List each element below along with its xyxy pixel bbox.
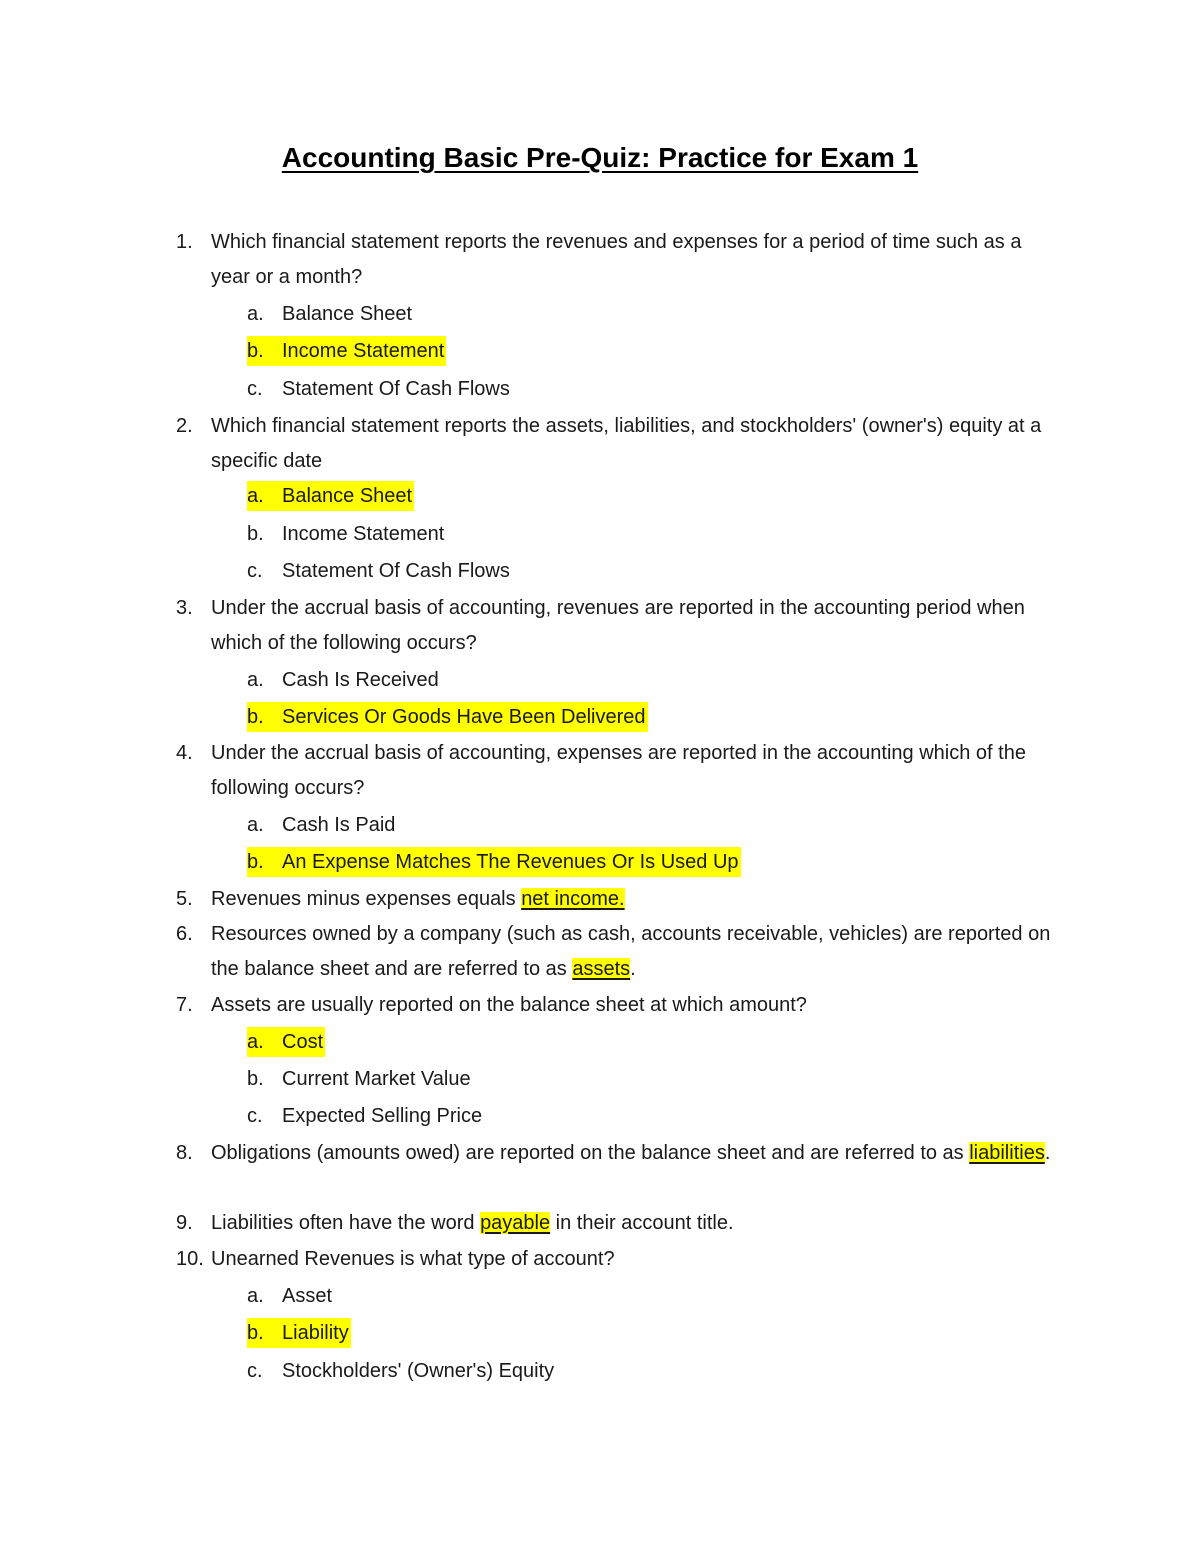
option-text: Expected Selling Price [282, 1105, 483, 1127]
question-number: 10. [176, 1248, 204, 1270]
question-number: 1. [176, 231, 193, 253]
question-text-before: Obligations (amounts owed) are reported on the balance sheet and are referred to as [211, 1142, 970, 1164]
question-text-after: . [1044, 1142, 1051, 1164]
question-number: 9. [176, 1212, 193, 1234]
option-text: Current Market Value [282, 1068, 471, 1090]
question-text-after: . [630, 958, 636, 980]
question-text: Which financial statement reports the assets, liabilities, and stockholders' (owner's) equity at a specific date [211, 415, 1042, 472]
question-text [211, 1136, 1056, 1171]
option-letter: b. [247, 523, 264, 545]
question-text-after: in their account title. [550, 1212, 734, 1234]
answer-highlight: assets [572, 958, 631, 980]
option-letter: b. [247, 340, 264, 362]
option-text: An Expense Matches The Revenues Or Is Used Up [282, 851, 739, 873]
option-letter: b. [247, 706, 264, 728]
option-text: Cash Is Paid [282, 814, 396, 836]
page-title: Accounting Basic Pre-Quiz: Practice for Exam 1 [281, 142, 919, 173]
question-text-before: Liabilities often have the word [211, 1212, 481, 1234]
option-letter: c. [247, 560, 263, 582]
question-text-before: Revenues minus expenses equals [211, 888, 522, 910]
question-text: Under the accrual basis of accounting, expenses are reported in the accounting which of the following occurs? [211, 742, 1026, 799]
option-letter: b. [247, 1068, 264, 1090]
option-text: Statement Of Cash Flows [282, 560, 510, 582]
option-letter: a. [247, 1031, 264, 1053]
answer-highlight: liabilities [969, 1142, 1045, 1164]
answer-highlight: payable [480, 1212, 551, 1234]
question-text: Unearned Revenues is what type of account? [211, 1248, 615, 1270]
question-number: 5. [176, 888, 193, 910]
option-text: Balance Sheet [282, 485, 413, 507]
option-letter: c. [247, 378, 263, 400]
question-number: 3. [176, 597, 193, 619]
option-letter: b. [247, 1322, 264, 1344]
question-text: Assets are usually reported on the balance sheet at which amount? [211, 994, 807, 1016]
question-text: Which financial statement reports the revenues and expenses for a period of time such as a year or a month? [211, 231, 1022, 288]
option-letter: a. [247, 1285, 264, 1307]
question-number: 2. [176, 415, 193, 437]
question-number: 7. [176, 994, 193, 1016]
option-text: Income Statement [282, 340, 445, 362]
option-text: Stockholders' (Owner's) Equity [282, 1360, 555, 1382]
question-text [211, 1206, 1056, 1241]
option-letter: a. [247, 669, 264, 691]
option-text: Asset [282, 1285, 333, 1307]
option-text: Cost [282, 1031, 324, 1053]
question-text: Under the accrual basis of accounting, revenues are reported in the accounting period when which of the following occurs? [211, 597, 1025, 654]
question-number: 4. [176, 742, 193, 764]
option-letter: c. [247, 1360, 263, 1382]
option-text: Services Or Goods Have Been Delivered [282, 706, 646, 728]
question-text [211, 917, 1056, 987]
option-text: Income Statement [282, 523, 445, 545]
question-text-before: Resources owned by a company (such as cash, accounts receivable, vehicles) are reported on the balance sheet and are referred to as [211, 923, 1051, 980]
option-letter: a. [247, 485, 264, 507]
option-letter: c. [247, 1105, 263, 1127]
option-text: Statement Of Cash Flows [282, 378, 510, 400]
question-text [211, 882, 1056, 917]
question-number: 6. [176, 923, 193, 945]
answer-highlight: net income. [521, 888, 625, 910]
option-text: Liability [282, 1322, 349, 1344]
option-letter: a. [247, 814, 264, 836]
question-number: 8. [176, 1142, 193, 1164]
option-letter: a. [247, 303, 264, 325]
option-text: Cash Is Received [282, 669, 439, 691]
option-text: Balance Sheet [282, 303, 413, 325]
option-letter: b. [247, 851, 264, 873]
